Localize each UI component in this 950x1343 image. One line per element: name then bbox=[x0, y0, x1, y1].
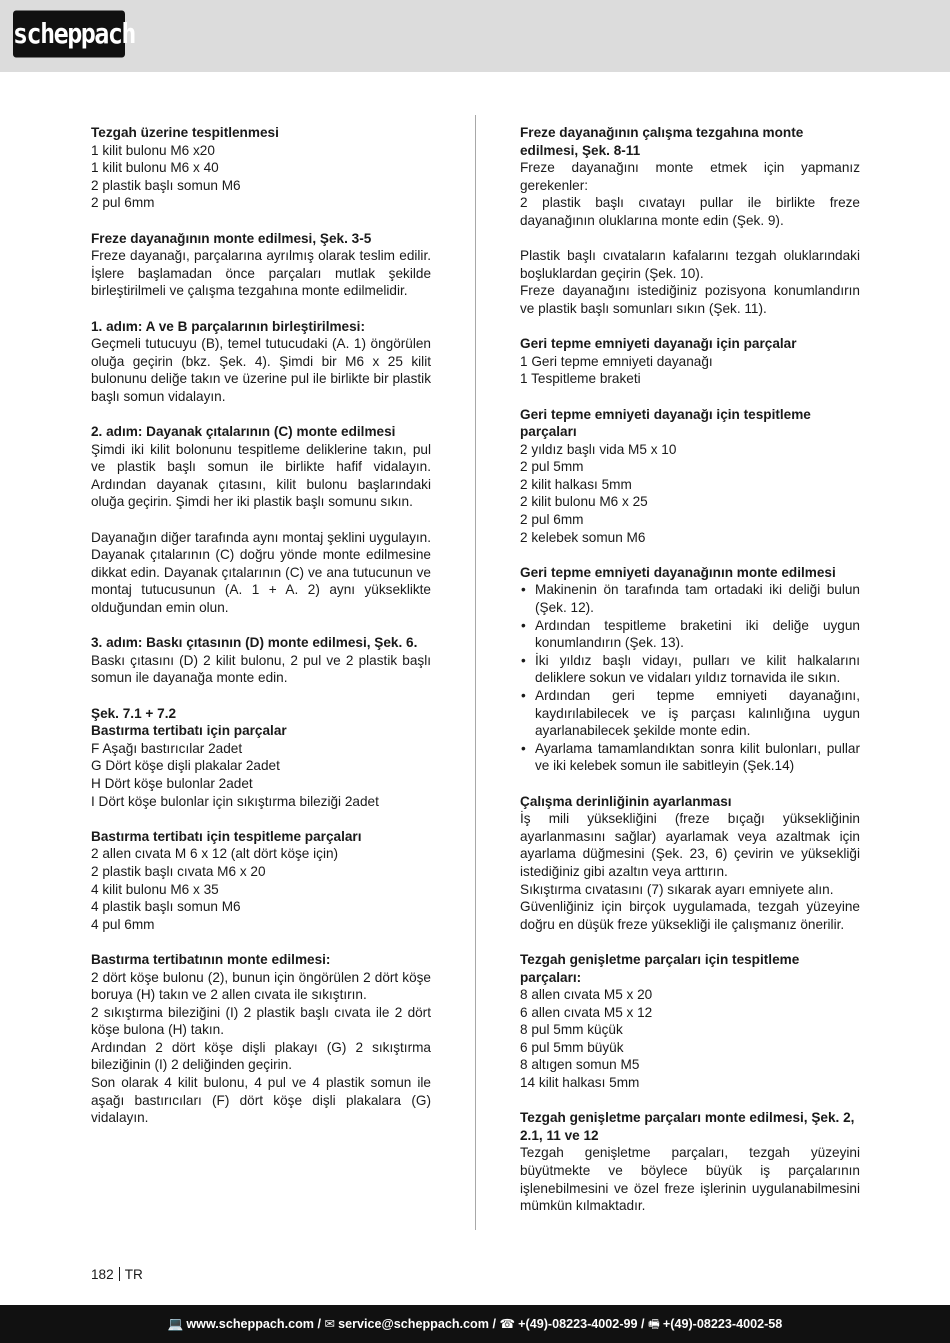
list-line: 4 kilit bulonu M6 x 35 bbox=[91, 881, 219, 897]
page-number-value: 182 bbox=[91, 1267, 114, 1282]
text-block bbox=[520, 564, 860, 775]
section-heading: 3. adım: Baskı çıtasının (D) monte edilmesi, Şek. 6. bbox=[91, 635, 418, 651]
text-block bbox=[520, 335, 860, 388]
paragraph: Freze dayanağını istediğiniz pozisyona konumlandırın ve plastik başlı somunları sıkın (Şek. 11). bbox=[520, 283, 860, 316]
footer-phone: +(49)-08223-4002-99 / bbox=[518, 1317, 645, 1331]
list-line: 8 allen cıvata M5 x 20 bbox=[520, 987, 653, 1003]
paragraph: Sıkıştırma cıvatasını (7) sıkarak ayarı emniyete alın. bbox=[520, 881, 834, 897]
paragraph: Dayanağın diğer tarafında aynı montaj şeklini uygulayın. Dayanak çıtalarının (C) doğru yönde monte edilmesine dikkat edin. Dayanak çıtalarının (C) ve ana tutucunun ve montaj tutucusunun (A. 1 + A. 2) aynı yükseklikte olduğundan emin olun. bbox=[91, 529, 431, 616]
paragraph: İş mili yüksekliğini (freze bıçağı yüksekliğinin ayarlanmasını sağlar) ayarlamak veya azaltmak için ayarlama düğmesini (Şek. 23, 6) çevirin ve yüksekliği istediğiniz gibi azaltın veya arttırın. bbox=[520, 811, 860, 879]
section-heading: Çalışma derinliğinin ayarlanması bbox=[520, 793, 732, 809]
list-line: 8 pul 5mm küçük bbox=[520, 1022, 623, 1038]
paragraph: 2 plastik başlı cıvatayı pullar ile birlikte freze dayanağının oluklarına monte edin (Şek. 9). bbox=[520, 195, 860, 228]
page-number-separator bbox=[119, 1267, 120, 1281]
right-column bbox=[520, 124, 860, 1232]
text-block bbox=[91, 423, 431, 511]
section-heading: Tezgah üzerine tespitlenmesi bbox=[91, 125, 279, 140]
section-heading: 1. adım: A ve B parçalarının birleştirilmesi: bbox=[91, 318, 365, 334]
text-block bbox=[520, 406, 860, 547]
footer-email[interactable]: service@scheppach.com / bbox=[338, 1317, 496, 1331]
paragraph: 2 sıkıştırma bileziğini (I) 2 plastik başlı cıvata ile 2 dört köşe bulona (H) takın. bbox=[91, 1004, 431, 1038]
list-line: 8 altıgen somun M5 bbox=[520, 1057, 640, 1073]
list-line: 14 kilit halkası 5mm bbox=[520, 1075, 640, 1091]
section-heading: Geri tepme emniyeti dayanağı için tespitleme parçaları bbox=[520, 406, 811, 440]
text-block bbox=[520, 247, 860, 317]
section-heading: 2. adım: Dayanak çıtalarının (C) monte edilmesi bbox=[91, 424, 396, 440]
bullet-item: • Ardından geri tepme emniyeti dayanağını, kaydırılabilecek ve iş parçası kalınlığına uygun ayarlanabilecek şekilde monte edin. bbox=[520, 687, 860, 740]
list-line: F Aşağı bastırıcılar 2adet bbox=[91, 740, 243, 756]
list-line: 4 pul 6mm bbox=[91, 916, 155, 932]
text-block bbox=[91, 705, 431, 811]
list-line: 1 kilit bulonu M6 x 40 bbox=[91, 160, 219, 176]
page-language: TR bbox=[124, 1267, 143, 1282]
bullet-item: • Makinenin ön tarafında tam ortadaki iki deliği bulun (Şek. 12). bbox=[520, 581, 860, 616]
section-heading: Bastırma tertibatı için tespitleme parçaları bbox=[91, 828, 362, 844]
mail-icon: ✉ bbox=[324, 1317, 336, 1331]
section-heading: Geri tepme emniyeti dayanağının monte edilmesi bbox=[520, 564, 836, 580]
list-line: 6 allen cıvata M5 x 12 bbox=[520, 1004, 653, 1020]
column-divider bbox=[475, 115, 476, 1230]
list-line: 2 kilit halkası 5mm bbox=[520, 476, 632, 492]
list-line: G Dört köşe dişli plakalar 2adet bbox=[91, 758, 280, 774]
text-block bbox=[91, 634, 431, 687]
footer-website[interactable]: www.scheppach.com / bbox=[186, 1317, 321, 1331]
phone-icon: ☎ bbox=[499, 1317, 516, 1331]
section-heading: Bastırma tertibatının monte edilmesi: bbox=[91, 951, 331, 967]
section-heading: Tezgah genişletme parçaları için tespitleme parçaları: bbox=[520, 951, 800, 985]
text-block bbox=[520, 951, 860, 1092]
bullet-list bbox=[520, 581, 860, 775]
section-heading: Freze dayanağının çalışma tezgahına monte edilmesi, Şek. 8-11 bbox=[520, 125, 804, 158]
scheppach-logo: scheppach bbox=[13, 10, 125, 57]
list-line: 6 pul 5mm büyük bbox=[520, 1039, 624, 1055]
footer-fax: +(49)-08223-4002-58 bbox=[662, 1317, 783, 1331]
text-block bbox=[91, 318, 431, 406]
left-column bbox=[91, 124, 431, 1144]
list-line: 1 Tespitleme braketi bbox=[520, 371, 641, 387]
paragraph: Geçmeli tutucuyu (B), temel tutucudaki (A. 1) öngörülen oluğa geçirin (bkz. Şek. 4). Şimdi bir M6 x 25 kilit bulonunu deliğe takın ve üzerine pul ile birlikte bir plastik başlı somun vidalayın. bbox=[91, 336, 431, 404]
list-line: 2 pul 6mm bbox=[91, 195, 155, 211]
fax-icon: 🖷 bbox=[648, 1317, 660, 1331]
list-line: 4 plastik başlı somun M6 bbox=[91, 899, 241, 915]
bullet-item: • Ardından tespitleme braketini iki deliğe uygun konumlandırın (Şek. 13). bbox=[520, 617, 860, 652]
paragraph: Şimdi iki kilit bolonunu tespitleme deliklerine takın, pul ve plastik başlı somun ile birlikte hafif vidalayın. Ardından dayanak çıtasını, kilit bulonu başlarındaki oluğa geçirin. Şimdi her iki plastik başlı somunu sıkın. bbox=[91, 441, 431, 510]
page-number bbox=[91, 1266, 143, 1283]
text-block bbox=[91, 124, 431, 212]
paragraph: Güvenliğiniz için birçok uygulamada, tezgah yüzeyine doğru en düşük freze yüksekliği ile çalışmanız önerilir. bbox=[520, 899, 860, 932]
list-line: 2 kelebek somun M6 bbox=[520, 529, 646, 545]
section-heading: Şek. 7.1 + 7.2 bbox=[91, 705, 177, 721]
list-line: 2 kilit bulonu M6 x 25 bbox=[520, 494, 648, 510]
section-heading: Geri tepme emniyeti dayanağı için parçalar bbox=[520, 336, 797, 352]
list-line: H Dört köşe bulonlar 2adet bbox=[91, 775, 253, 791]
list-line: 2 allen cıvata M 6 x 12 (alt dört köşe için) bbox=[91, 846, 339, 862]
footer-bar bbox=[0, 1305, 950, 1343]
paragraph: Tezgah genişletme parçaları, tezgah yüzeyini büyütmekte ve böylece büyük iş parçalarının işlenebilmesini ve özel freze işlerinin uygulanabilmesini mümkün kılmaktadır. bbox=[520, 1145, 860, 1214]
text-block bbox=[520, 1109, 860, 1215]
list-line: 2 yıldız başlı vida M5 x 10 bbox=[520, 441, 677, 457]
list-line: 1 kilit bulonu M6 x20 bbox=[91, 142, 215, 158]
paragraph: Son olarak 4 kilit bulonu, 4 pul ve 4 plastik somun ile aşağı bastırıcıları (F) dört köşe dişli plakalara (G) vidalayın. bbox=[91, 1075, 431, 1126]
paragraph: Plastik başlı cıvataların kafalarını tezgah oluklarındaki boşluklardan geçirin (Şek. 10). bbox=[520, 248, 860, 281]
bullet-item: • İki yıldız başlı vidayı, pulları ve kilit halkalarını deliklere sokun ve vidaları yıldız tornavida ile sıkın. bbox=[520, 652, 860, 687]
header-bar bbox=[0, 0, 950, 72]
text-block bbox=[520, 793, 860, 934]
list-line: I Dört köşe bulonlar için sıkıştırma bileziği 2adet bbox=[91, 793, 379, 809]
paragraph: Freze dayanağını monte etmek için yapmanız gerekenler: bbox=[520, 160, 860, 193]
bullet-item: • Ayarlama tamamlandıktan sonra kilit bulonları, pullar ve iki kelebek somun ile sabitleyin (Şek.14) bbox=[520, 740, 860, 775]
text-block bbox=[91, 230, 431, 300]
list-line: 2 plastik başlı cıvata M6 x 20 bbox=[91, 863, 266, 879]
text-block bbox=[91, 828, 431, 934]
list-line: 2 plastik başlı somun M6 bbox=[91, 177, 241, 193]
list-line: 1 Geri tepme emniyeti dayanağı bbox=[520, 353, 713, 369]
paragraph: Ardından 2 dört köşe dişli plakayı (G) 2 sıkıştırma bileziğinin (I) 2 deliğinden geçirin. bbox=[91, 1039, 431, 1073]
text-block bbox=[91, 529, 431, 617]
paragraph: Freze dayanağı, parçalarına ayrılmış olarak teslim edilir. İşlere başlamadan önce parçaları mutlak şekilde birleştirilmeli ve çalışma tezgahına monte edilmelidir. bbox=[91, 248, 431, 299]
text-block bbox=[91, 951, 431, 1127]
paragraph: 2 dört köşe bulonu (2), bunun için öngörülen 2 dört köşe boruya (H) takın ve 2 allen cıvata ile sıkıştırın. bbox=[91, 969, 431, 1003]
list-line: 2 pul 5mm bbox=[520, 459, 584, 475]
section-heading: Freze dayanağının monte edilmesi, Şek. 3-5 bbox=[91, 230, 372, 246]
list-line: 2 pul 6mm bbox=[520, 512, 584, 528]
text-block bbox=[520, 124, 860, 230]
section-heading: Tezgah genişletme parçaları monte edilmesi, Şek. 2, 2.1, 11 ve 12 bbox=[520, 1110, 855, 1143]
computer-icon: 💻 bbox=[167, 1317, 184, 1331]
paragraph: Baskı çıtasını (D) 2 kilit bulonu, 2 pul ve 2 plastik başlı somun ile dayanağa monte edin. bbox=[91, 652, 431, 686]
section-subheading: Bastırma tertibatı için parçalar bbox=[91, 723, 287, 739]
